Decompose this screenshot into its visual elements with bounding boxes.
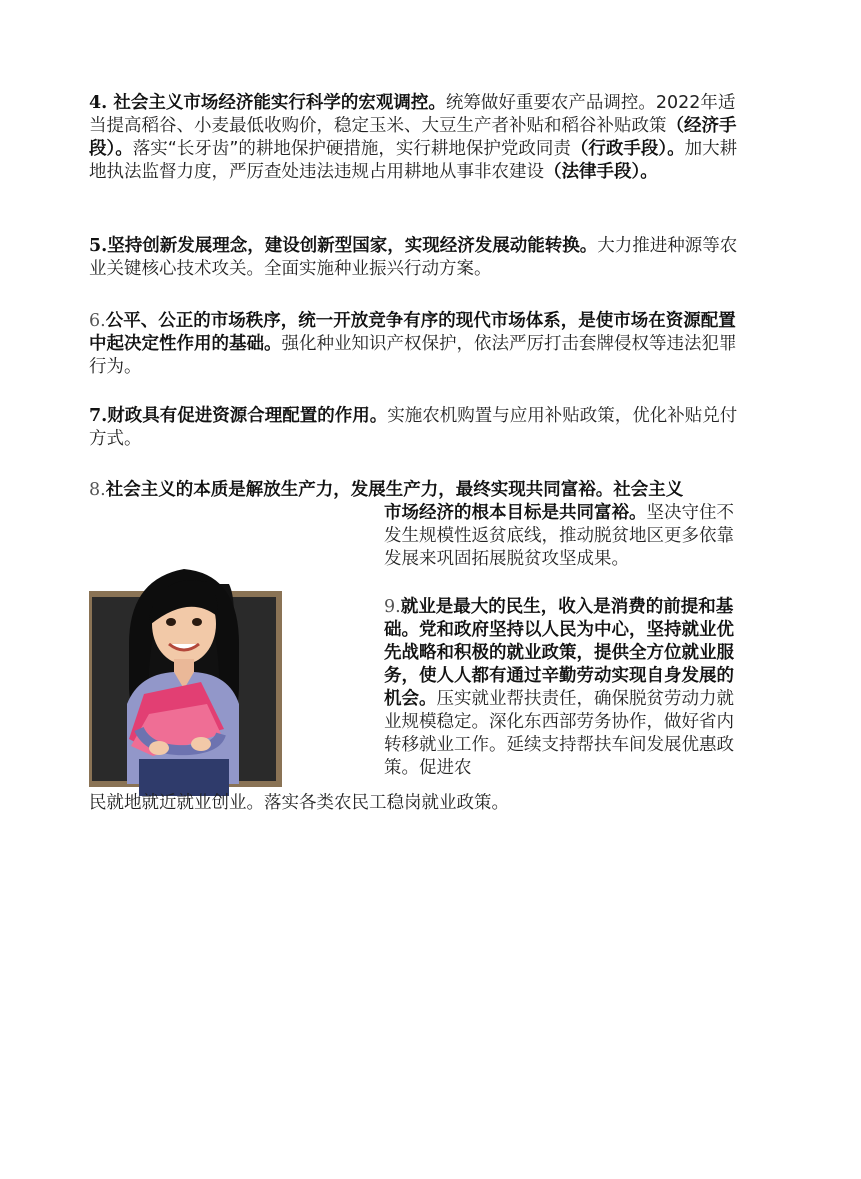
paragraph-8-line1 [89,479,749,502]
p4-text-2: 落实“长牙齿”的耕地保护硬措施，实行耕地保护党政同责 [132,139,571,159]
paragraph-5 [89,235,749,281]
p6-text: 强化种业知识产权保护，依法严厉打击套牌侵权等违法犯罪行为。 [89,334,737,377]
p9-text: 压实就业帮扶责任，确保脱贫劳动力就业规模稳定。深化东西部劳务协作，做好省内转移就业工作。延续支持帮扶车间发展优惠政策。促进农 [384,689,734,778]
p4-bold-admin: （行政手段）。 [570,139,685,159]
p8-text: 坚决守住不发生规模性返贫底线，推动脱贫地区更多依靠发展来巩固拓展脱贫攻坚成果。 [384,503,734,569]
paragraph-7 [89,405,749,451]
p5-text: 大力推进种源等农业关键核心技术攻关。全面实施种业振兴行动方案。 [89,236,738,279]
paragraph-8-rest [384,502,749,571]
p6-bold-heading: 公平、公正的市场秩序，统一开放竞争有序的现代市场体系，是使市场在资源配置中起决定性作用的基础。 [89,311,736,354]
paragraph-9 [384,596,749,780]
p6-number: 6. [89,311,106,331]
p7-bold-heading: 7.财政具有促进资源合理配置的作用。 [89,406,388,426]
p4-bold-econ: （经济手段）。 [89,116,737,159]
p5-bold-heading: 5.坚持创新发展理念，建设创新型国家，实现经济发展动能转换。 [89,236,598,256]
p4-text: 统筹做好重要农产品调控。2022年适当提高稻谷、小麦最低收购价，稳定玉米、大豆生产者补贴和稻谷补贴政策 [89,93,736,136]
woman-holding-folders-illustration [89,524,369,796]
illustration-svg [89,524,369,796]
p8-bold-line1: 社会主义的本质是解放生产力，发展生产力，最终实现共同富裕。社会主义 [105,480,684,500]
paragraph-6 [89,310,749,379]
p4-bold-heading: 4. 社会主义市场经济能实行科学的宏观调控。 [89,93,446,113]
p4-bold-legal: （法律手段）。 [544,162,658,182]
paragraph-9-end [89,792,749,815]
p7-text: 实施农机购置与应用补贴政策，优化补贴兑付方式。 [89,406,738,449]
p9-text-end: 民就地就近就业创业。落实各类农民工稳岗就业政策。 [89,793,509,813]
p8-bold-line2: 市场经济的根本目标是共同富裕。 [384,503,647,523]
p9-number: 9. [384,597,401,617]
paragraph-4 [89,92,749,184]
p9-bold-heading: 就业是最大的民生，收入是消费的前提和基础。党和政府坚持以人民为中心，坚持就业优先战略和积极的就业政策，提供全方位就业服务，使人人都有通过辛勤劳动实现自身发展的机会。 [384,597,734,709]
p8-number: 8. [89,480,106,500]
p4-text-3: 加大耕地执法监督力度，严厉查处违法违规占用耕地从事非农建设 [89,139,738,182]
